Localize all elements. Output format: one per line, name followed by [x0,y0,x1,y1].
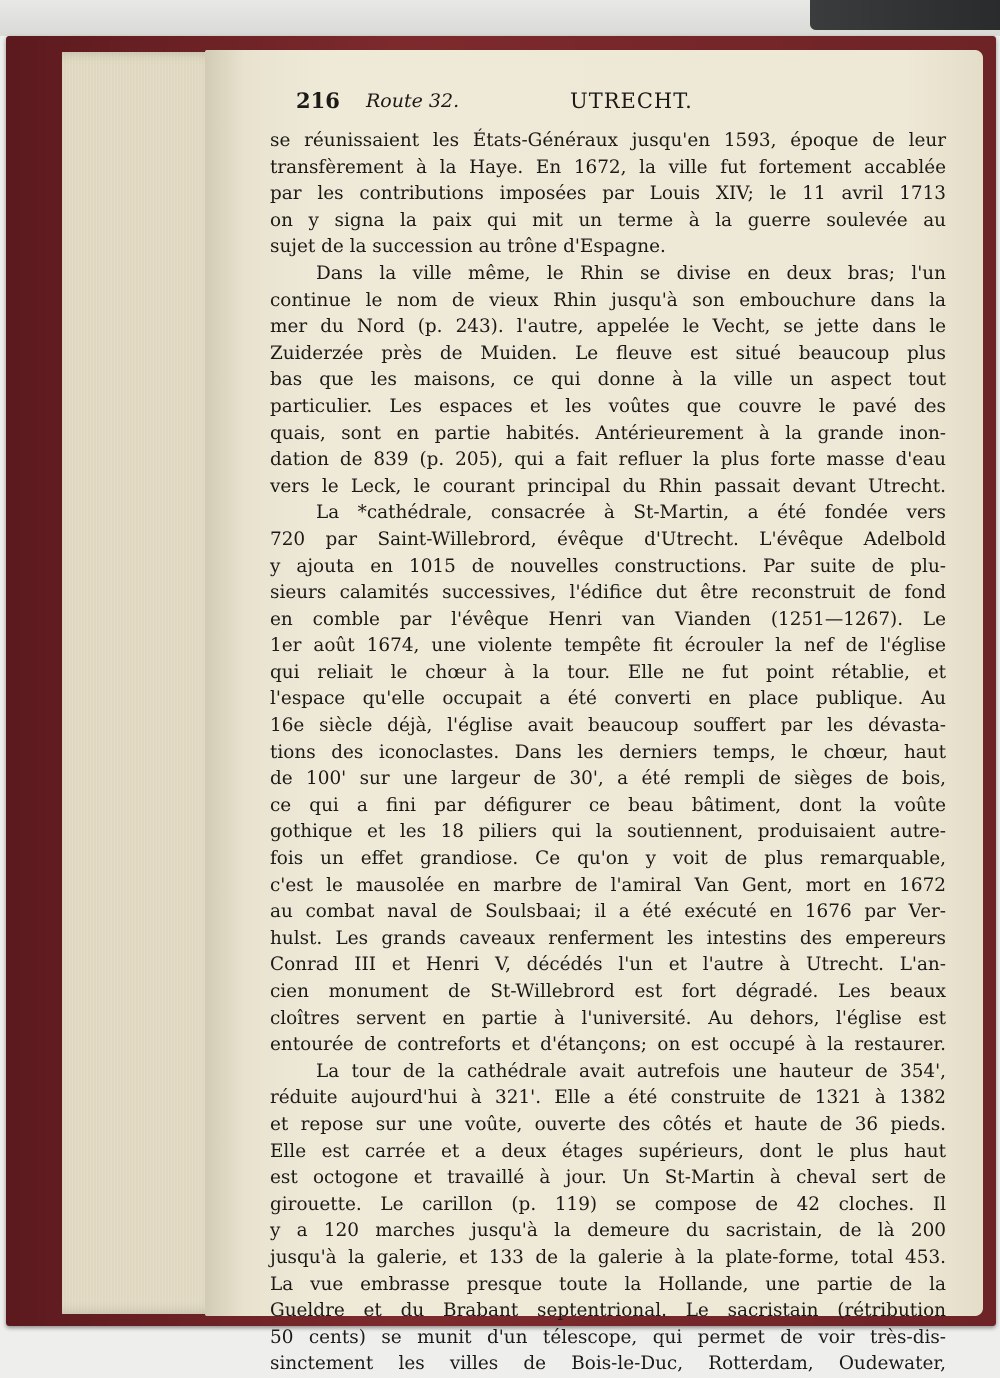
text-line: se réunissaient les États-Généraux jusqu'en 1593, époque de leur [270,130,946,151]
text-line: La *cathédrale, consacrée à St-Martin, a été fondée vers [316,502,946,524]
text-line: sinctement les villes de Bois-le-Duc, Rotterdam, Oudewater, [270,1353,946,1375]
page-number: 216 [296,88,340,113]
text-line: on y signa la paix qui mit un terme à la guerre soulevée au [270,209,946,231]
text-line: Gueldre et du Brabant septentrional. Le sacristain (rétribution [270,1300,946,1322]
text-line: hulst. Les grands caveaux renferment les intestins des empereurs [270,927,946,949]
text-line: continue le nom de vieux Rhin jusqu'à son embouchure dans la [270,289,946,311]
text-line: cien monument de St-Willebrord est fort dégradé. Les beaux [270,981,946,1002]
body-text [270,128,946,1378]
text-line: jusqu'à la galerie, et 133 de la galerie à la plate-forme, total 453. [270,1246,946,1268]
dark-corner [810,0,1000,30]
text-line: transfèrement à la Haye. En 1672, la ville fut fortement accablée [270,156,946,178]
text-line: cloîtres servent en partie à l'université. Au dehors, l'église est [270,1007,946,1029]
text-line: Elle est carrée et a deux étages supérieurs, dont le plus haut [270,1140,946,1162]
text-line: La tour de la cathédrale avait autrefois une hauteur de 354', [316,1060,946,1082]
text-line: en comble par l'évêque Henri van Vianden (1251—1267). Le [270,608,946,630]
text-line: vers le Leck, le courant principal du Rhin passait devant Utrecht. [270,475,946,497]
text-line: ce qui a fini par défigurer ce beau bâtiment, dont la voûte [270,794,946,816]
text-line: sieurs calamités successives, l'édifice dut être reconstruit de fond [270,582,946,604]
text-line: Zuiderzée près de Muiden. Le fleuve est situé beaucoup plus [270,342,946,364]
text-line: et repose sur une voûte, ouverte des côtés et haute de 36 pieds. [270,1113,946,1135]
text-line: au combat naval de Soulsbaai; il a été exécuté en 1676 par Ver- [270,901,946,923]
text-line: qui reliait le chœur à la tour. Elle ne fut point rétablie, et [270,661,946,683]
text-line: réduite aujourd'hui à 321'. Elle a été construite de 1321 à 1382 [270,1087,946,1109]
text-line: 720 par Saint-Willebrord, évêque d'Utrecht. L'évêque Adelbold [270,528,946,550]
text-line: tions des iconoclastes. Dans les derniers temps, le chœur, haut [270,741,946,763]
text-line: dation de 839 (p. 205), qui a fait refluer la plus forte masse d'eau [270,449,946,471]
text-line: La vue embrasse presque toute la Hollande, une partie de la [270,1273,946,1295]
text-line: de 100' sur une largeur de 30', a été rempli de sièges de bois, [270,768,946,790]
running-head [270,88,946,122]
page-edges [62,52,222,1314]
text-line: 1er août 1674, une violente tempête fit écrouler la nef de l'église [270,635,946,657]
text-line: girouette. Le carillon (p. 119) se compose de 42 cloches. Il [270,1193,946,1215]
city-heading: UTRECHT. [570,89,693,113]
background-top [0,0,1000,36]
text-line: 16e siècle déjà, l'église avait beaucoup souffert par les dévasta- [270,715,946,737]
text-line: y ajouta en 1015 de nouvelles constructions. Par suite de plu- [270,555,946,577]
text-line: entourée de contreforts et d'étançons; on est occupé à la restaurer. [270,1034,946,1056]
text-line: gothique et les 18 piliers qui la soutiennent, produisaient autre- [270,821,946,843]
text-line: y a 120 marches jusqu'à la demeure du sacristain, de là 200 [270,1220,946,1242]
text-line: fois un effet grandiose. Ce qu'on y voit de plus remarquable, [270,848,946,870]
page-text [270,88,946,1378]
text-line: 50 cents) se munit d'un télescope, qui permet de voir très-dis- [270,1326,946,1348]
text-line: sujet de la succession au trône d'Espagne. [270,236,666,258]
text-line: mer du Nord (p. 243). l'autre, appelée le Vecht, se jette dans le [270,316,946,338]
text-line: c'est le mausolée en marbre de l'amiral Van Gent, mort en 1672 [270,874,946,896]
text-line: particulier. Les espaces et les voûtes que couvre le pavé des [270,395,946,417]
text-line: bas que les maisons, ce qui donne à la ville un aspect tout [270,369,946,391]
text-line: Dans la ville même, le Rhin se divise en deux bras; l'un [316,262,946,284]
text-line: quais, sont en partie habités. Antérieurement à la grande inon- [270,422,946,444]
text-line: est octogone et travaillé à jour. Un St-Martin à cheval sert de [270,1167,946,1189]
text-line: l'espace qu'elle occupait a été converti en place publique. Au [270,688,946,710]
route-label: Route 32. [366,90,460,112]
text-line: par les contributions imposées par Louis XIV; le 11 avril 1713 [270,183,946,205]
text-line: Conrad III et Henri V, décédés l'un et l'autre à Utrecht. L'an- [270,954,946,976]
